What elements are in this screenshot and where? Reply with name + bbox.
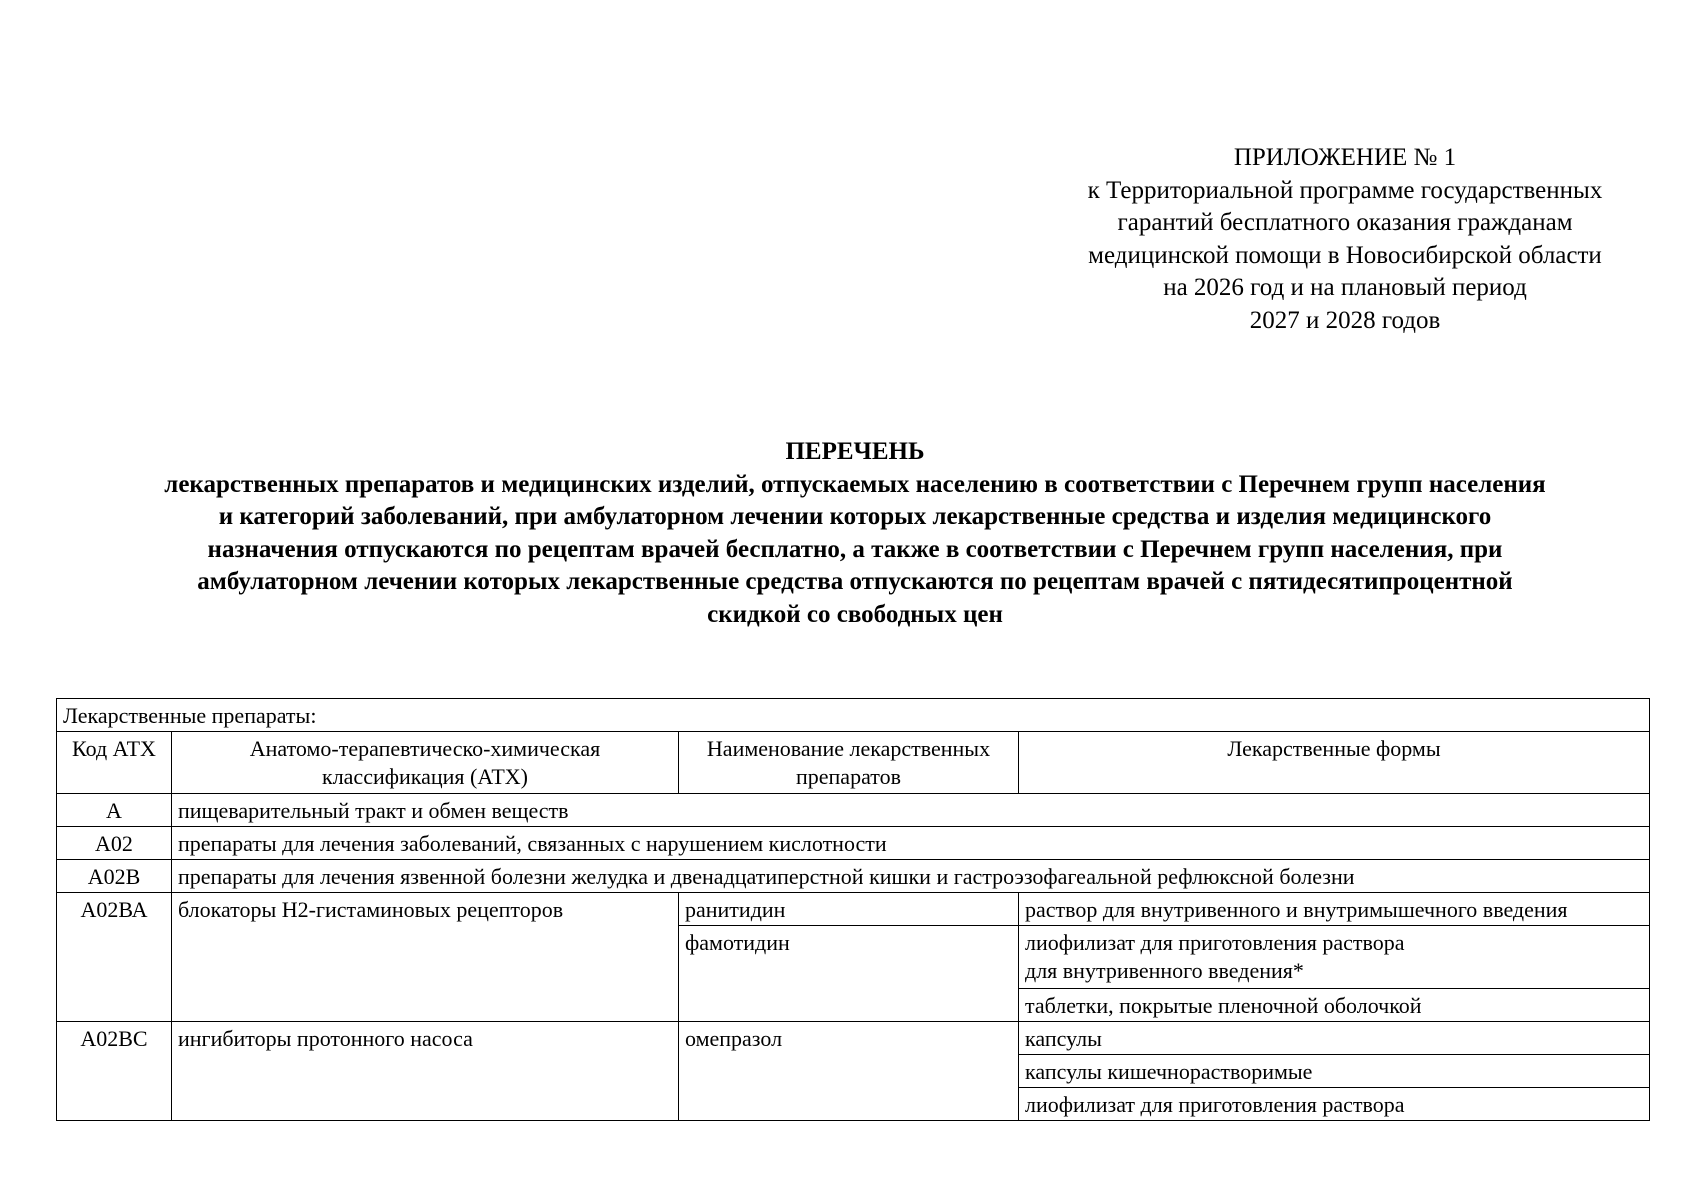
appendix-line: к Территориальной программе государственных	[1087, 176, 1603, 204]
dosage-form: капсулы кишечнорастворимые	[1019, 1055, 1650, 1088]
atx-classification: препараты для лечения заболеваний, связанных с нарушением кислотности	[172, 827, 1650, 860]
dosage-form-line: лиофилизат для приготовления раствора	[1025, 930, 1405, 955]
drug-name: фамотидин	[679, 926, 1019, 1022]
title-line: назначения отпускаются по рецептам врачей бесплатно, а также в соответствии с Перечнем групп населения, при	[207, 535, 1503, 563]
table-row	[57, 827, 1650, 860]
appendix-line: ПРИЛОЖЕНИЕ № 1	[1233, 144, 1457, 171]
atx-classification: препараты для лечения язвенной болезни желудка и двенадцатиперстной кишки и гастроэзофагеальной рефлюксной болезни	[172, 860, 1650, 893]
dosage-form	[1019, 926, 1650, 989]
title-line: лекарственных препаратов и медицинских изделий, отпускаемых населению в соответствии с Перечнем групп населения	[164, 470, 1546, 498]
appendix-line: 2027 и 2028 годов	[1249, 306, 1441, 334]
dosage-form: таблетки, покрытые пленочной оболочкой	[1019, 989, 1650, 1022]
table-row	[57, 860, 1650, 893]
atx-code: А02ВС	[57, 1022, 172, 1121]
table-caption-row	[57, 699, 1650, 732]
atx-classification: блокаторы Н2-гистаминовых рецепторов	[172, 893, 679, 1022]
appendix-header	[1030, 142, 1660, 337]
title-line: амбулаторном лечении которых лекарственные средства отпускаются по рецептам врачей с пятидесятипроцентной	[197, 568, 1513, 595]
header-forms: Лекарственные формы	[1019, 732, 1650, 794]
table-header-row	[57, 732, 1650, 794]
title-line: скидкой со свободных цен	[707, 600, 1003, 628]
dosage-form-line: для внутривенного введения*	[1025, 958, 1304, 983]
document-title	[30, 436, 1680, 631]
table-row	[57, 893, 1650, 926]
atx-classification: ингибиторы протонного насоса	[172, 1022, 679, 1121]
drug-name: ранитидин	[679, 893, 1019, 926]
drug-name: омепразол	[679, 1022, 1019, 1121]
header-classification: Анатомо-терапевтическо-химическая классификация (АТХ)	[172, 732, 679, 794]
dosage-form: лиофилизат для приготовления раствора	[1019, 1088, 1650, 1121]
title-heading: ПЕРЕЧЕНЬ	[785, 438, 925, 465]
atx-code: А02ВА	[57, 893, 172, 1022]
atx-classification: пищеварительный тракт и обмен веществ	[172, 794, 1650, 827]
appendix-line: медицинской помощи в Новосибирской области	[1088, 241, 1602, 269]
atx-code: А02	[57, 827, 172, 860]
table-caption: Лекарственные препараты:	[57, 699, 1650, 732]
drugs-table	[56, 698, 1650, 1121]
appendix-line: на 2026 год и на плановый период	[1163, 274, 1527, 301]
header-code: Код АТХ	[57, 732, 172, 794]
dosage-form: раствор для внутривенного и внутримышечного введения	[1019, 893, 1650, 926]
appendix-line: гарантий бесплатного оказания гражданам	[1117, 209, 1573, 236]
dosage-form: капсулы	[1019, 1022, 1650, 1055]
title-line: и категорий заболеваний, при амбулаторном лечении которых лекарственные средства и изделия медицинского	[218, 503, 1492, 530]
table-row	[57, 794, 1650, 827]
header-drug-name: Наименование лекарственных препаратов	[679, 732, 1019, 794]
atx-code: А02В	[57, 860, 172, 893]
atx-code: А	[57, 794, 172, 827]
table-row	[57, 1022, 1650, 1055]
